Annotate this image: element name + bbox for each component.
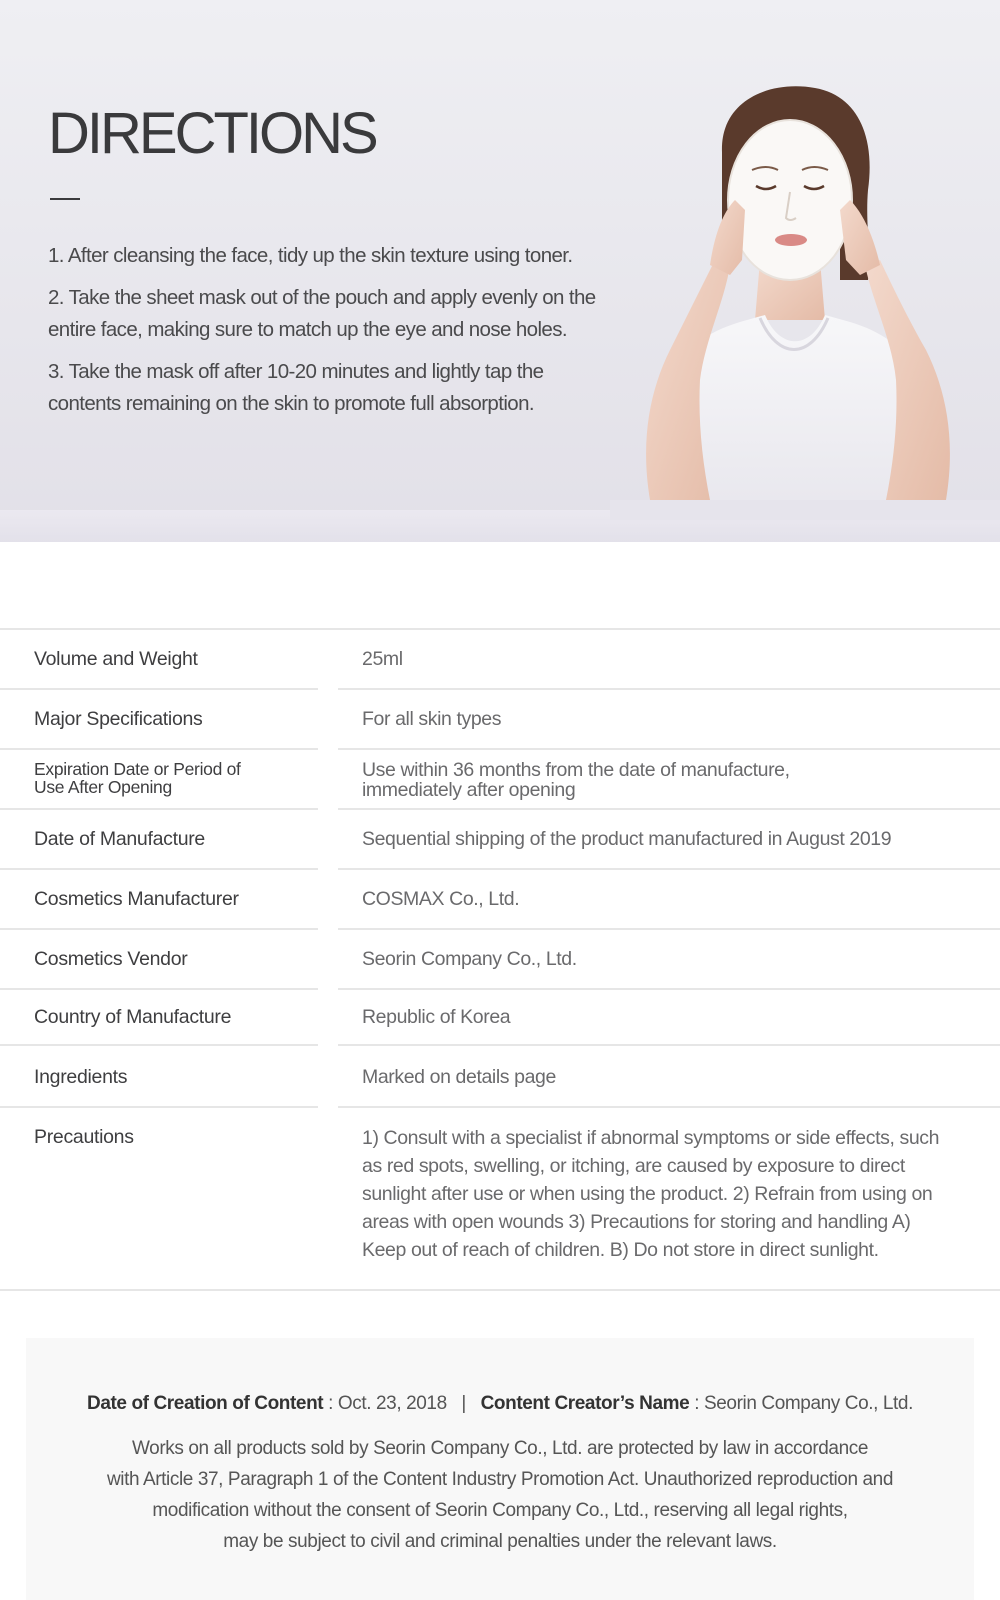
spec-value: For all skin types bbox=[362, 708, 502, 730]
meta-separator: | bbox=[461, 1393, 466, 1414]
copyright-notice-box bbox=[26, 1338, 974, 1600]
spec-value: 25ml bbox=[362, 648, 403, 670]
spec-row-volume bbox=[0, 628, 1000, 688]
spec-row-date-of-manufacture bbox=[0, 808, 1000, 868]
spec-row-ingredients bbox=[0, 1044, 1000, 1106]
spec-label: Cosmetics Manufacturer bbox=[34, 888, 239, 910]
copyright-notice-text bbox=[26, 1433, 974, 1557]
spec-label: Volume and Weight bbox=[34, 648, 198, 670]
spec-label: Expiration Date or Period of Use After Opening bbox=[34, 759, 241, 797]
spec-row-vendor bbox=[0, 928, 1000, 988]
spec-row-major-specifications bbox=[0, 688, 1000, 748]
notice-line: may be subject to civil and criminal penalties under the relevant laws. bbox=[223, 1531, 777, 1552]
spec-row-precautions bbox=[0, 1106, 1000, 1286]
spec-row-country bbox=[0, 988, 1000, 1044]
spec-value: COSMAX Co., Ltd. bbox=[362, 888, 520, 910]
spec-value: Republic of Korea bbox=[362, 1006, 511, 1028]
spec-label: Country of Manufacture bbox=[34, 1006, 232, 1028]
creator-name-label: Content Creator’s Name bbox=[480, 1393, 690, 1414]
spec-row-manufacturer bbox=[0, 868, 1000, 928]
direction-step-1: 1. After cleansing the face, tidy up the skin texture using toner. bbox=[48, 244, 573, 267]
spec-value: Seorin Company Co., Ltd. bbox=[362, 948, 577, 970]
table-bottom-rule bbox=[0, 1289, 1000, 1291]
notice-line: with Article 37, Paragraph 1 of the Content Industry Promotion Act. Unauthorized reproduction and bbox=[106, 1469, 894, 1490]
spec-label: Cosmetics Vendor bbox=[34, 948, 188, 970]
notice-line: modification without the consent of Seorin Company Co., Ltd., reserving all legal rights, bbox=[152, 1500, 848, 1521]
spec-value: Sequential shipping of the product manufactured in August 2019 bbox=[362, 828, 892, 850]
direction-step-2: 2. Take the sheet mask out of the pouch and apply evenly on the entire face, making sure to match up the eye and nose holes. bbox=[48, 286, 596, 341]
directions-title: DIRECTIONS bbox=[48, 101, 376, 166]
creation-date-value: Oct. 23, 2018 bbox=[337, 1393, 447, 1414]
spec-value: Marked on details page bbox=[362, 1066, 556, 1088]
title-dash-divider bbox=[50, 198, 80, 200]
content-creation-meta bbox=[26, 1393, 974, 1415]
directions-hero bbox=[0, 0, 1000, 542]
creator-name-value: Seorin Company Co., Ltd. bbox=[703, 1393, 913, 1414]
spec-label: Ingredients bbox=[34, 1066, 128, 1088]
spec-value: Use within 36 months from the date of manufacture, immediately after opening bbox=[362, 759, 790, 801]
spec-label: Date of Manufacture bbox=[34, 828, 205, 850]
directions-steps bbox=[48, 240, 648, 430]
creation-date-label: Date of Creation of Content bbox=[87, 1393, 324, 1414]
label-colon: : bbox=[694, 1393, 704, 1414]
spec-label: Major Specifications bbox=[34, 708, 203, 730]
spec-label: Precautions bbox=[34, 1126, 134, 1148]
label-colon: : bbox=[328, 1393, 338, 1414]
notice-line: Works on all products sold by Seorin Company Co., Ltd. are protected by law in accordance bbox=[131, 1438, 869, 1459]
spec-row-expiration bbox=[0, 748, 1000, 808]
direction-step-3: 3. Take the mask off after 10-20 minutes and lightly tap the contents remaining on the skin to promote full absorption. bbox=[48, 360, 544, 415]
spec-value: 1) Consult with a specialist if abnormal symptoms or side effects, such as red spots, swelling, or itching, are caused by exposure to direct sunlight after use or when using the product. 2) Refrain from using on areas with open wounds 3) Precautions for storing and handling A) Keep out of reach of children. B) Do not store in direct sunlight. bbox=[362, 1127, 940, 1261]
model-sheet-mask-image bbox=[610, 60, 1000, 520]
